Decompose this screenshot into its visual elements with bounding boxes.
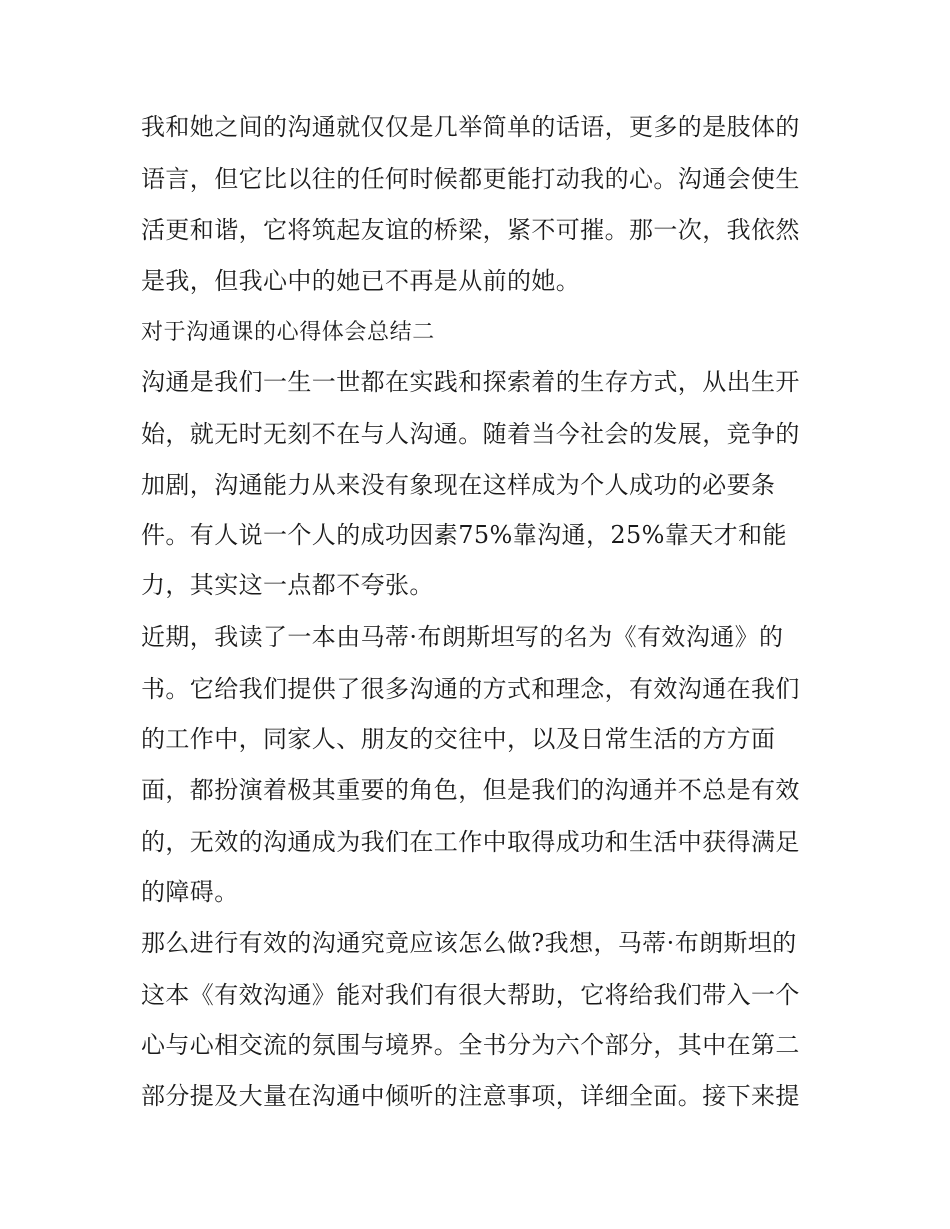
paragraph-4-line-2: 这本《有效沟通》能对我们有很大帮助，它将给我们带入一个 [141,981,800,1009]
paragraph-2-line-2: 始，就无时无刻不在与人沟通。随着当今社会的发展，竞争的 [141,420,800,448]
paragraph-2-line-3: 加剧，沟通能力从来没有象现在这样成为个人成功的必要条 [141,471,776,499]
paragraph-3-line-1: 近期，我读了一本由马蒂·布朗斯坦写的名为《有效沟通》的 [141,623,784,651]
paragraph-2-line-4: 件。有人说一个人的成功因素75%靠沟通，25%靠天才和能 [141,521,787,549]
paragraph-2-line-1: 沟通是我们一生一世都在实践和探索着的生存方式，从出生开 [141,368,800,396]
paragraph-3-line-2: 书。它给我们提供了很多沟通的方式和理念，有效沟通在我们 [141,675,800,703]
paragraph-3-line-5: 的，无效的沟通成为我们在工作中取得成功和生活中获得满足 [141,828,800,856]
paragraph-4-line-1: 那么进行有效的沟通究竟应该怎么做?我想，马蒂·布朗斯坦的 [141,929,797,957]
paragraph-3-line-6: 的障碍。 [141,878,239,906]
paragraph-4-line-3: 心与心相交流的氛围与境界。全书分为六个部分，其中在第二 [141,1031,800,1059]
paragraph-1-line-2: 语言，但它比以往的任何时候都更能打动我的心。沟通会使生 [141,165,800,193]
paragraph-2-line-5: 力，其实这一点都不夸张。 [141,571,434,599]
section-heading: 对于沟通课的心得体会总结二 [141,320,435,345]
paragraph-3-line-4: 面，都扮演着极其重要的角色，但是我们的沟通并不总是有效 [141,776,800,804]
paragraph-1-line-4: 是我，但我心中的她已不再是从前的她。 [141,267,581,295]
paragraph-3-line-3: 的工作中，同家人、朋友的交往中，以及日常生活的方方面 [141,725,776,753]
paragraph-1-line-3: 活更和谐，它将筑起友谊的桥梁，紧不可摧。那一次，我依然 [141,216,800,244]
paragraph-4-line-4: 部分提及大量在沟通中倾听的注意事项，详细全面。接下来提 [141,1082,800,1110]
paragraph-1-line-1: 我和她之间的沟通就仅仅是几举简单的话语，更多的是肢体的 [141,113,800,141]
